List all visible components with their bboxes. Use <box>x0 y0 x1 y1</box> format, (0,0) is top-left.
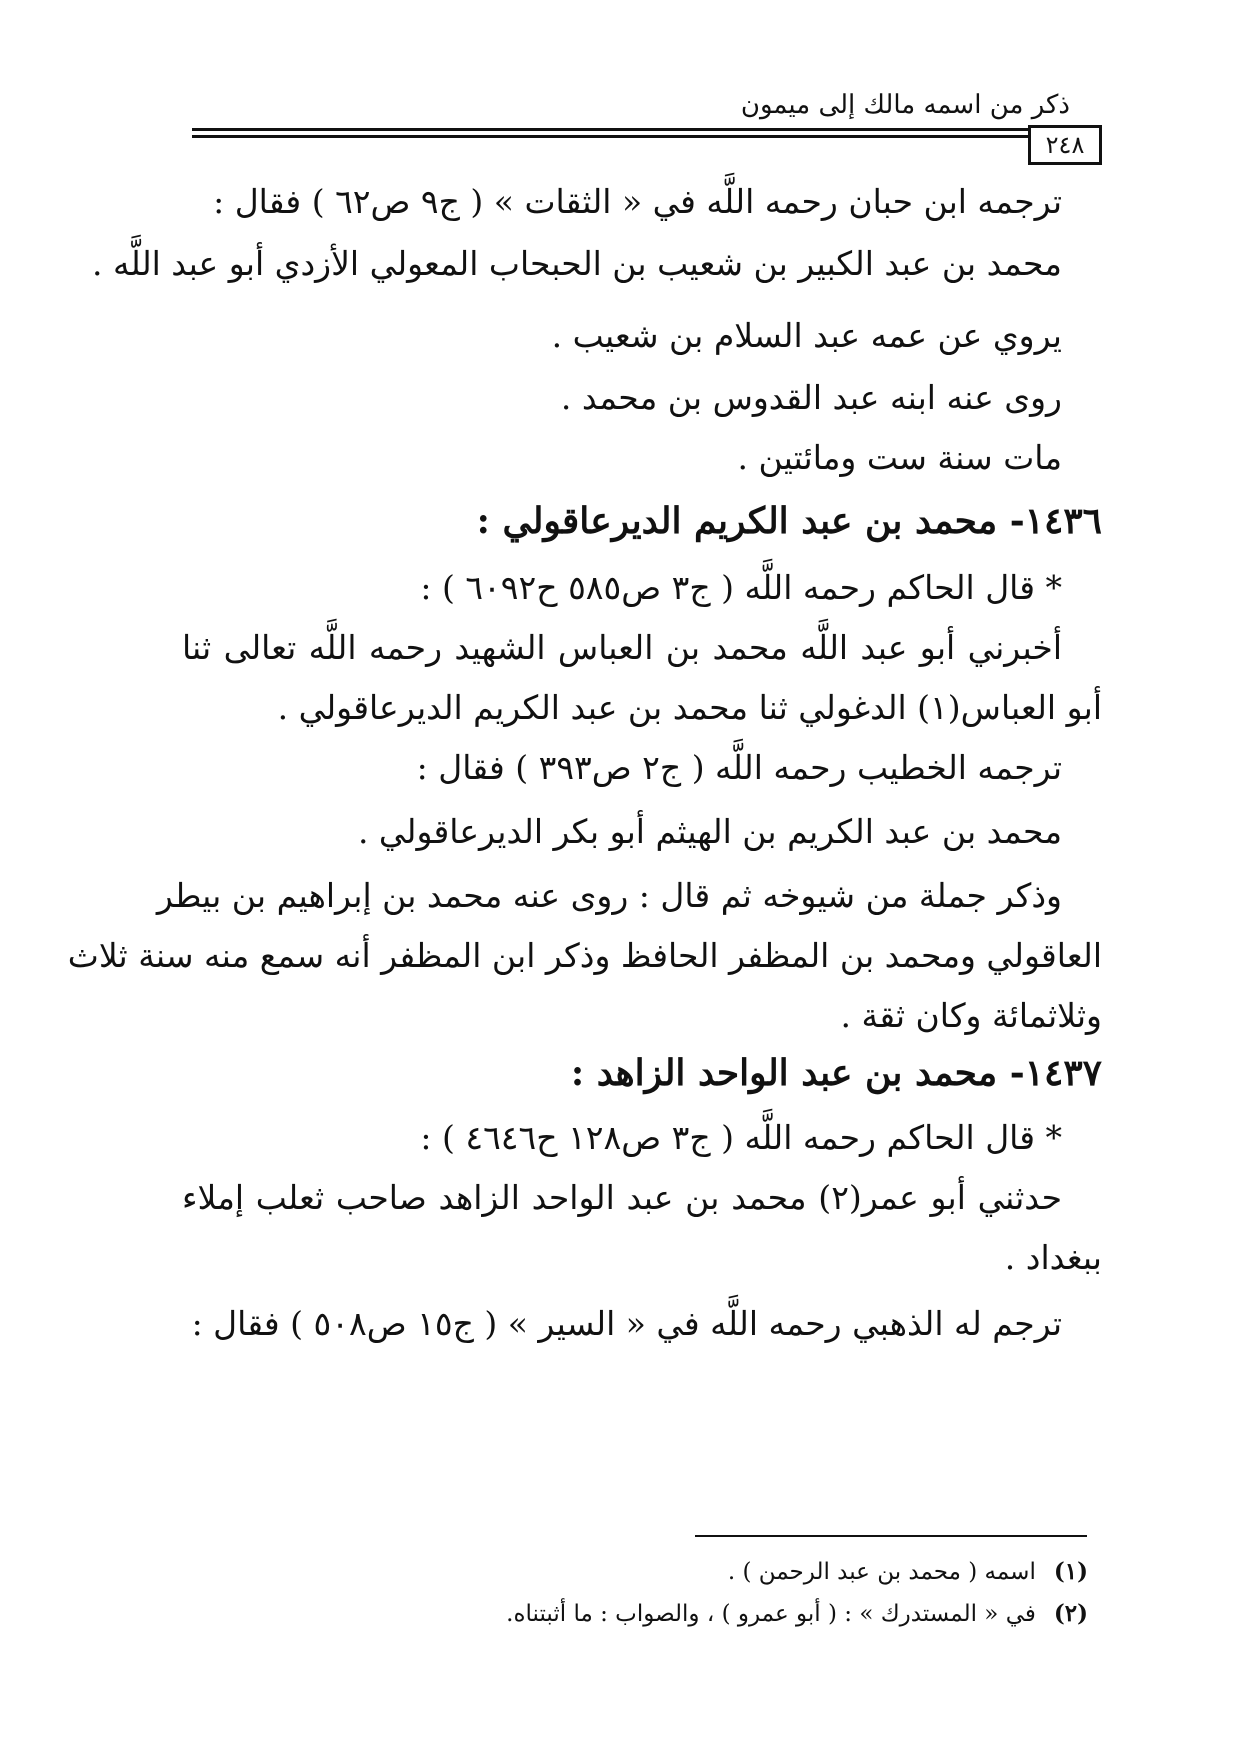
body-line: ترجمه الخطيب رحمه اللَّه ( ج٢ ص٣٩٣ ) فقال : <box>416 748 1062 787</box>
footnote-text: في « المستدرك » : ( أبو عمرو ) ، والصواب : ما أثبتناه. <box>506 1601 1036 1627</box>
footnote-text: اسمه ( محمد بن عبد الرحمن ) . <box>727 1559 1036 1585</box>
body-line: أخبرني أبو عبد اللَّه محمد بن العباس الشهيد رحمه اللَّه تعالى ثنا <box>182 628 1062 667</box>
footnote-marker: (١) <box>1053 1558 1088 1585</box>
body-line: العاقولي ومحمد بن المظفر الحافظ وذكر ابن المظفر أنه سمع منه سنة ثلاث <box>67 936 1102 975</box>
body-line: حدثني أبو عمر(٢) محمد بن عبد الواحد الزاهد صاحب ثعلب إملاء <box>182 1178 1062 1217</box>
body-line: * قال الحاكم رحمه اللَّه ( ج٣ ص٥٨٥ ح٦٠٩٢ ) : <box>420 568 1062 607</box>
footnote-separator <box>695 1535 1087 1537</box>
body-line: * قال الحاكم رحمه اللَّه ( ج٣ ص١٢٨ ح٤٦٤٦ ) : <box>420 1118 1062 1157</box>
footnote-marker: (٢) <box>1053 1600 1088 1627</box>
body-line: أبو العباس(١) الدغولي ثنا محمد بن عبد الكريم الديرعاقولي . <box>277 688 1102 727</box>
running-title: ذكر من اسمه مالك إلى ميمون <box>740 90 1070 120</box>
entry-heading-1437: ١٤٣٧- محمد بن عبد الواحد الزاهد : <box>570 1052 1102 1094</box>
header-rule-top <box>192 128 1042 131</box>
body-line: مات سنة ست ومائتين . <box>737 438 1062 477</box>
header-rule-bottom <box>192 135 1042 138</box>
entry-heading-1436: ١٤٣٦- محمد بن عبد الكريم الديرعاقولي : <box>476 500 1102 542</box>
body-line: ببغداد . <box>1004 1238 1102 1277</box>
body-line: ترجمه ابن حبان رحمه اللَّه في « الثقات » ( ج٩ ص٦٢ ) فقال : <box>213 182 1062 221</box>
body-line: روى عنه ابنه عبد القدوس بن محمد . <box>560 378 1062 417</box>
footnote-2 <box>208 1600 1088 1627</box>
body-line: ترجم له الذهبي رحمه اللَّه في « السير » ( ج١٥ ص٥٠٨ ) فقال : <box>191 1304 1062 1343</box>
body-line: محمد بن عبد الكبير بن شعيب بن الحبحاب المعولي الأزدي أبو عبد اللَّه . <box>91 244 1062 283</box>
footnote-1 <box>208 1558 1088 1585</box>
body-line: يروي عن عمه عبد السلام بن شعيب . <box>551 316 1062 355</box>
page-number: ٢٤٨ <box>1028 125 1102 165</box>
body-line: وذكر جملة من شيوخه ثم قال : روى عنه محمد بن إبراهيم بن بيطر <box>156 876 1062 915</box>
body-line: وثلاثمائة وكان ثقة . <box>840 996 1102 1035</box>
body-line: محمد بن عبد الكريم بن الهيثم أبو بكر الديرعاقولي . <box>357 812 1062 851</box>
